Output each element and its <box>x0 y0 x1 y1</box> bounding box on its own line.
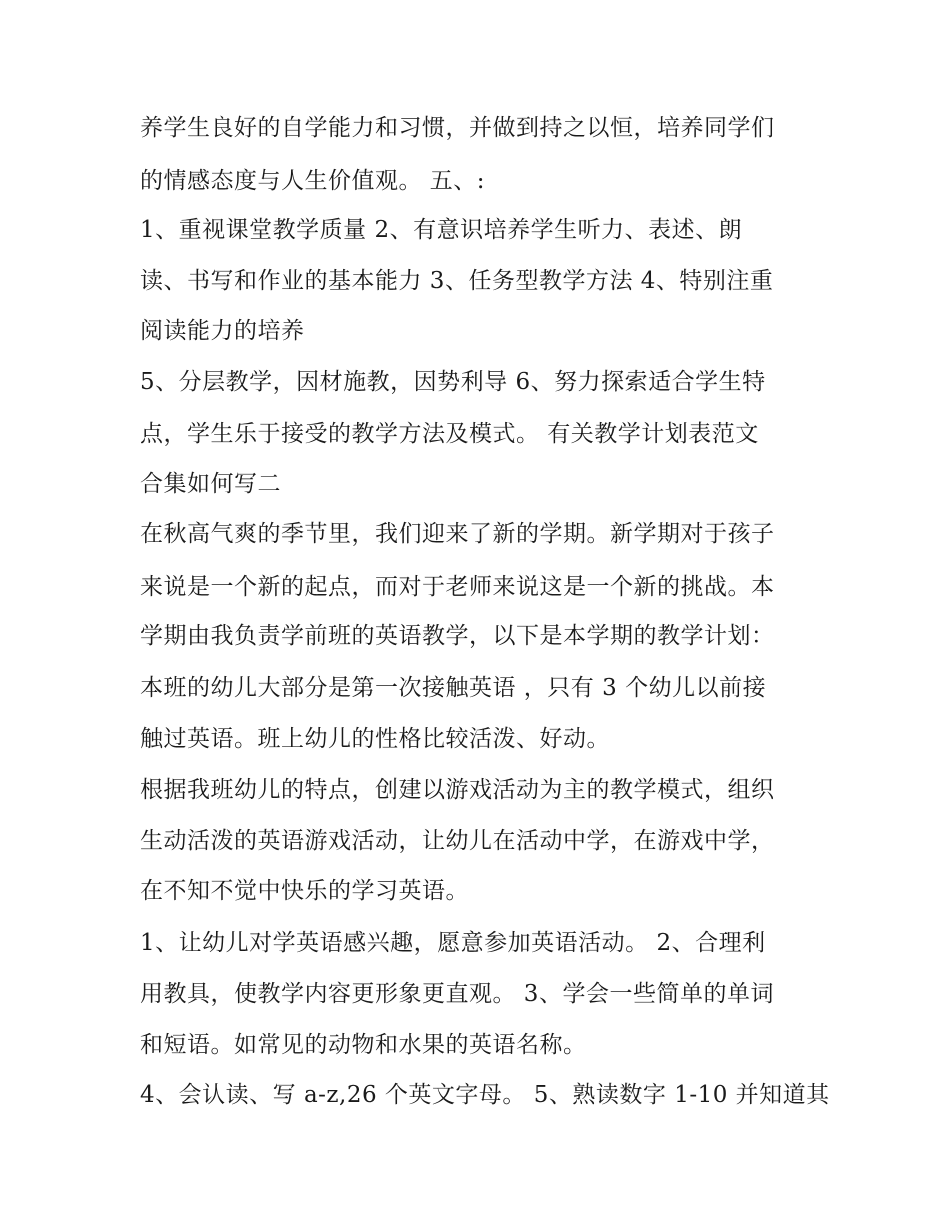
text-line: 的情感态度与人生价值观。 五、: <box>140 168 486 194</box>
text-line: 读、书写和作业的基本能力 3、任务型教学方法 4、特别注重 <box>140 268 774 294</box>
text-line: 合集如何写二 <box>140 471 281 497</box>
text-line: 阅读能力的培养 <box>140 318 305 344</box>
text-line: 来说是一个新的起点，而对于老师来说这是一个新的挑战。本 <box>140 574 775 600</box>
text-line: 在秋高气爽的季节里，我们迎来了新的学期。新学期对于孩子 <box>140 521 775 547</box>
text-line: 本班的幼儿大部分是第一次接触英语 ，只有 3 个幼儿以前接 <box>140 675 767 701</box>
text-line: 4、会认读、写 a-z,26 个英文字母。 5、熟读数字 1-10 并知道其 <box>140 1082 830 1108</box>
text-line: 1、重视课堂教学质量 2、有意识培养学生听力、表述、朗 <box>140 217 743 243</box>
text-line: 生动活泼的英语游戏活动，让幼儿在活动中学，在游戏中学， <box>140 828 775 854</box>
text-line: 养学生良好的自学能力和习惯，并做到持之以恒，培养同学们 <box>140 115 775 141</box>
text-line: 学期由我负责学前班的英语教学，以下是本学期的教学计划： <box>140 623 775 649</box>
text-line: 用教具，使教学内容更形象更直观。 3、学会一些简单的单词 <box>140 981 774 1007</box>
text-line: 点，学生乐于接受的教学方法及模式。 有关教学计划表范文 <box>140 421 759 447</box>
text-line: 触过英语。班上幼儿的性格比较活泼、好动。 <box>140 726 610 752</box>
text-line: 在不知不觉中快乐的学习英语。 <box>140 878 469 904</box>
text-line: 1、让幼儿对学英语感兴趣，愿意参加英语活动。 2、合理利 <box>140 930 766 956</box>
text-line: 根据我班幼儿的特点，创建以游戏活动为主的教学模式，组织 <box>140 777 775 803</box>
text-line: 和短语。如常见的动物和水果的英语名称。 <box>140 1032 587 1058</box>
text-line: 5、分层教学，因材施教，因势利导 6、努力探索适合学生特 <box>140 369 766 395</box>
